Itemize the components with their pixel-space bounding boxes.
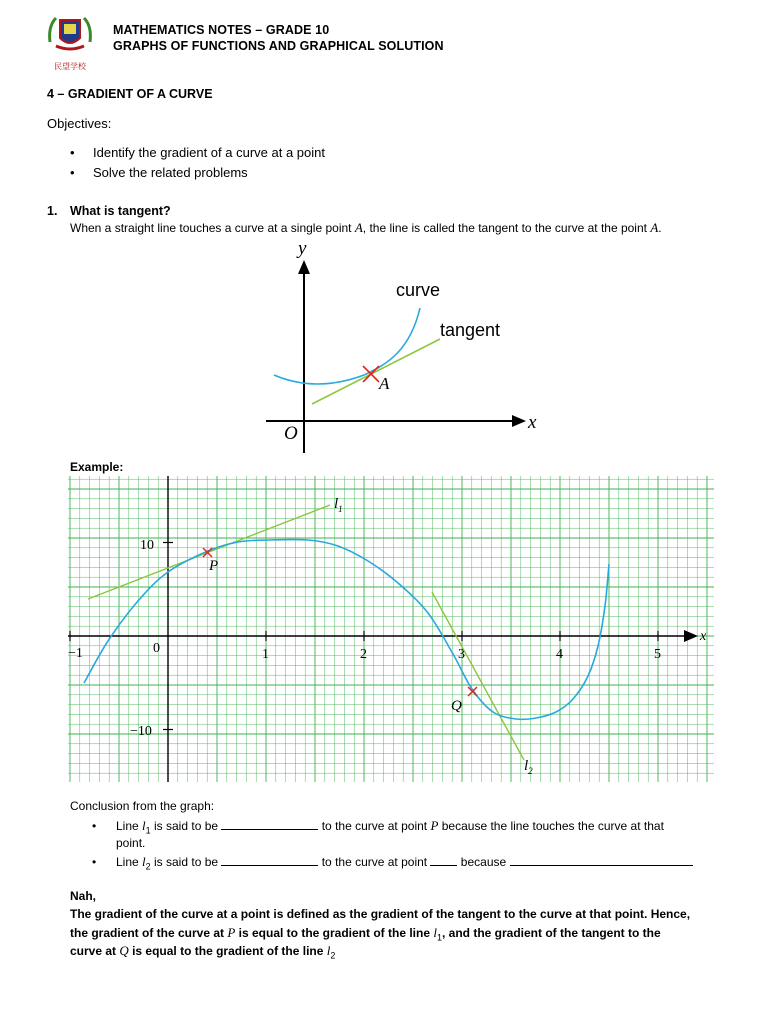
- line-l1-label: $l_1$: [334, 496, 343, 514]
- objective-item: • Identify the gradient of a curve at a point: [70, 145, 325, 160]
- x-tick-label-neg1: −1: [68, 646, 83, 661]
- objectives-label: Objectives:: [47, 116, 112, 131]
- school-logo: [46, 12, 94, 71]
- line-l2-label: $l_2$: [524, 758, 533, 776]
- x-axis-arrow: [684, 630, 698, 642]
- grid: [68, 476, 714, 782]
- section-title: 4 – GRADIENT OF A CURVE: [47, 87, 213, 101]
- tangent-label: tangent: [440, 320, 501, 340]
- header-line-2: GRAPHS OF FUNCTIONS AND GRAPHICAL SOLUTION: [113, 39, 444, 53]
- answer-blank[interactable]: [221, 818, 318, 830]
- point-p-label: P: [209, 558, 219, 574]
- curve: [274, 308, 420, 384]
- tangent-line-l2: [432, 592, 524, 760]
- bullet-icon: •: [92, 819, 97, 833]
- gradient-definition-line-1: The gradient of the curve at a point is defined as the gradient of the tangent to the curve at that point. Hence,: [70, 907, 691, 921]
- x-tick-label-5: 5: [654, 647, 661, 662]
- bullet-icon: •: [92, 855, 97, 869]
- bullet-icon: •: [70, 165, 75, 180]
- conclusion-item-1: • Line $l_1$ is said to be to the curve at point P because the line touches the curve at that: [92, 818, 664, 836]
- example-graph: [68, 476, 714, 782]
- question-title: What is tangent?: [70, 204, 171, 218]
- tangent-line-l1: [88, 505, 330, 599]
- y-axis-label: y: [298, 238, 307, 259]
- gradient-definition-line-3: curve at Q is equal to the gradient of the line $l_2$: [70, 943, 336, 961]
- x-axis-label: x: [700, 629, 707, 644]
- x-tick-label-3: 3: [458, 647, 465, 662]
- point-q-label: Q: [451, 698, 462, 714]
- crest-icon: [46, 12, 94, 56]
- logo-text: 民望学校: [54, 62, 86, 71]
- tangent-diagram: [260, 238, 550, 460]
- nah-label: Nah,: [70, 889, 97, 903]
- bullet-icon: •: [70, 145, 75, 160]
- x-tick-label-0: 0: [153, 641, 160, 656]
- answer-blank[interactable]: [510, 854, 693, 866]
- answer-blank[interactable]: [430, 854, 457, 866]
- gradient-definition-line-2: the gradient of the curve at P is equal to the gradient of the line $l_1$, and the gradient of the tangent to the: [70, 925, 661, 943]
- tangent-line: [312, 339, 440, 404]
- header-line-1: MATHEMATICS NOTES – GRADE 10: [113, 23, 330, 37]
- question-number: 1.: [47, 204, 58, 218]
- x-tick-label-2: 2: [360, 647, 367, 662]
- x-axis-label: x: [528, 412, 537, 433]
- x-axis-arrow: [512, 415, 526, 427]
- objective-item: • Solve the related problems: [70, 165, 248, 180]
- cubic-curve: [84, 539, 609, 719]
- example-label: Example:: [70, 460, 124, 474]
- y-tick-label-10: 10: [140, 538, 154, 553]
- y-axis-arrow: [298, 260, 310, 274]
- tangent-definition: When a straight line touches a curve at a single point A, the line is called the tangent to the curve at the point A.: [70, 220, 662, 235]
- conclusion-item-2: • Line $l_2$ is said to be to the curve at point because: [92, 854, 693, 871]
- conclusion-item-1-cont: point.: [116, 836, 146, 850]
- x-tick-label-1: 1: [262, 647, 269, 662]
- conclusion-label: Conclusion from the graph:: [70, 799, 215, 813]
- point-a-label: A: [379, 374, 390, 393]
- origin-label: O: [284, 423, 298, 444]
- answer-blank[interactable]: [221, 854, 318, 866]
- y-tick-label-neg10: −10: [130, 724, 152, 739]
- x-tick-label-4: 4: [556, 647, 563, 662]
- curve-label: curve: [396, 280, 441, 300]
